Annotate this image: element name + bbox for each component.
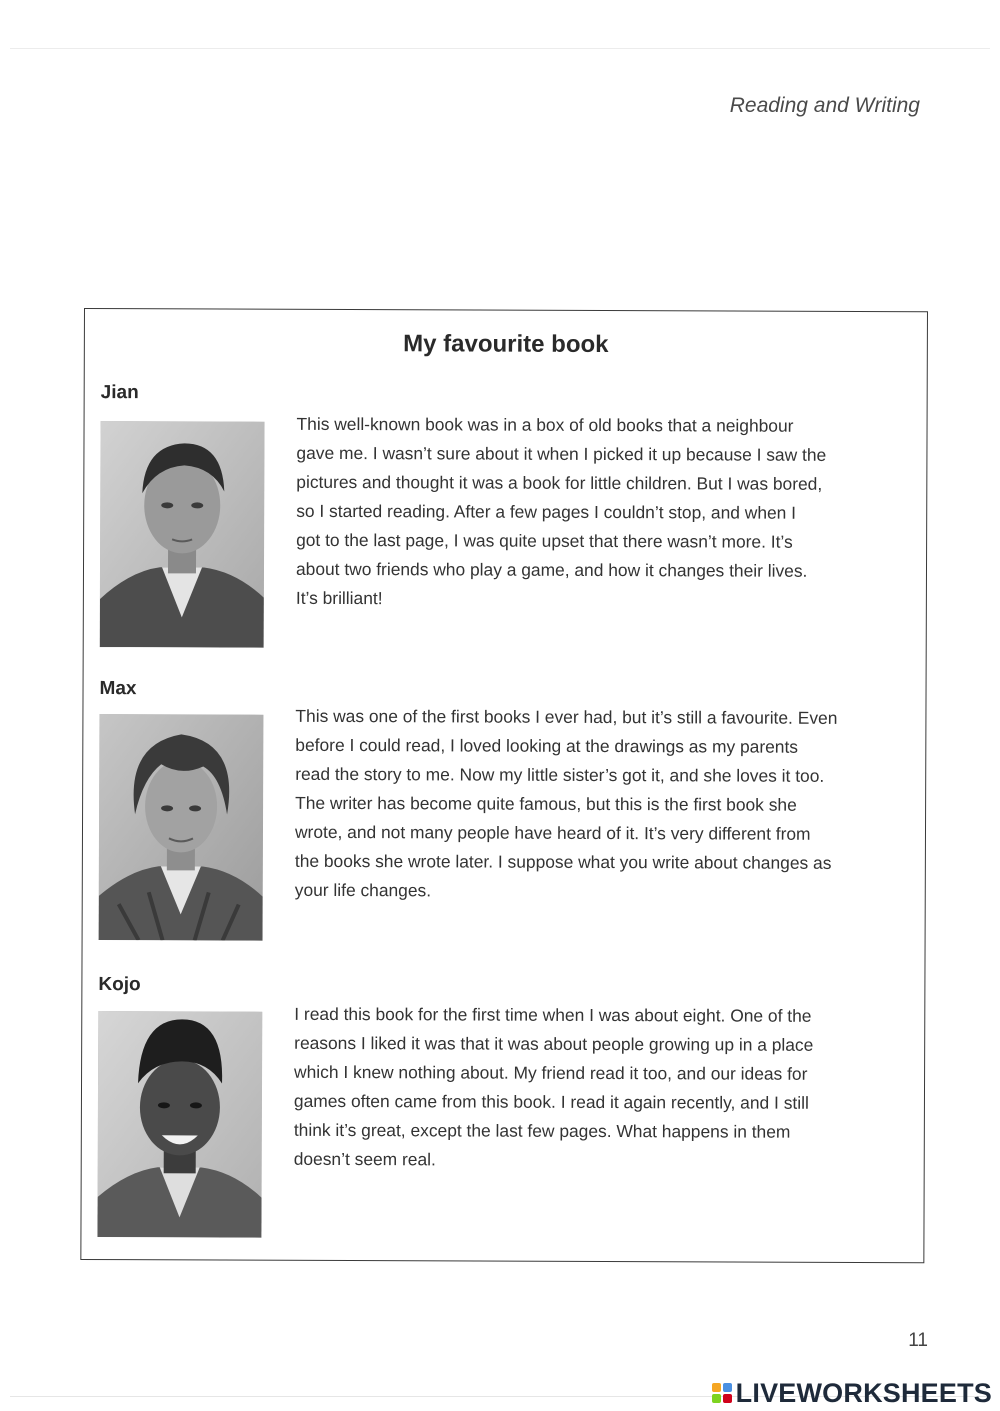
- entry-text-max: [295, 702, 896, 907]
- entry-text-jian: [296, 410, 897, 615]
- liveworksheets-logo-link[interactable]: [712, 1376, 992, 1410]
- article-title: My favourite book: [403, 330, 609, 359]
- entry-name-kojo: Kojo: [98, 974, 141, 996]
- logo-tile: [712, 1383, 721, 1392]
- entry-line: read the story to me. Now my little sister’s got it, and she loves it too.: [295, 763, 825, 786]
- entry-line: This was one of the first books I ever had, but it’s still a favourite. Even: [295, 705, 838, 728]
- article-frame: [80, 308, 928, 1263]
- brand-name: LIVEWORKSHEETS: [735, 1377, 992, 1408]
- entry-line: The writer has become quite famous, but this is the first book she: [295, 792, 797, 815]
- portrait-max-image: [99, 714, 264, 941]
- entry-name-jian: Jian: [100, 382, 139, 404]
- entry-line: It’s brilliant!: [295, 587, 383, 609]
- liveworksheets-logo-icon: [712, 1383, 732, 1403]
- photo-max: [99, 714, 264, 941]
- entry-line: This well-known book was in a box of old books that a neighbour: [296, 413, 794, 436]
- entry-line: wrote, and not many people have heard of it. It’s very different from: [294, 821, 811, 844]
- entry-line: gave me. I wasn’t sure about it when I picked it up because I saw the: [296, 442, 827, 465]
- entry-line: which I knew nothing about. My friend read it too, and our ideas for: [294, 1061, 808, 1084]
- entry-line: so I started reading. After a few pages I couldn’t stop, and when I: [296, 500, 797, 523]
- section-header: Reading and Writing: [729, 94, 920, 117]
- entry-line: doesn’t seem real.: [293, 1148, 436, 1170]
- portrait-jian-image: [100, 421, 265, 648]
- entry-line: got to the last page, I was quite upset that there wasn’t more. It’s: [296, 529, 793, 552]
- page-edge-top: [10, 48, 990, 49]
- entry-line: pictures and thought it was a book for little children. But I was bored,: [296, 471, 823, 494]
- photo-kojo: [97, 1011, 262, 1238]
- entry-line: games often came from this book. I read it again recently, and I still: [293, 1090, 809, 1113]
- page-number: 11: [908, 1330, 928, 1351]
- portrait-kojo-image: [97, 1011, 262, 1238]
- logo-tile: [712, 1394, 721, 1403]
- entry-line: about two friends who play a game, and how it changes their lives.: [295, 558, 808, 581]
- entry-line: think it’s great, except the last few pages. What happens in them: [293, 1119, 791, 1142]
- entry-line: your life changes.: [294, 879, 432, 901]
- photo-jian: [100, 421, 265, 648]
- entry-text-kojo: [294, 1000, 895, 1176]
- logo-tile: [723, 1394, 732, 1403]
- entry-line: before I could read, I loved looking at the drawings as my parents: [295, 734, 799, 757]
- entry-line: I read this book for the first time when I was about eight. One of the: [294, 1003, 812, 1026]
- entry-line: the books she wrote later. I suppose what you write about changes as: [294, 850, 832, 873]
- entry-name-max: Max: [99, 678, 137, 700]
- logo-tile: [723, 1383, 732, 1392]
- entry-line: reasons I liked it was that it was about people growing up in a place: [294, 1032, 814, 1055]
